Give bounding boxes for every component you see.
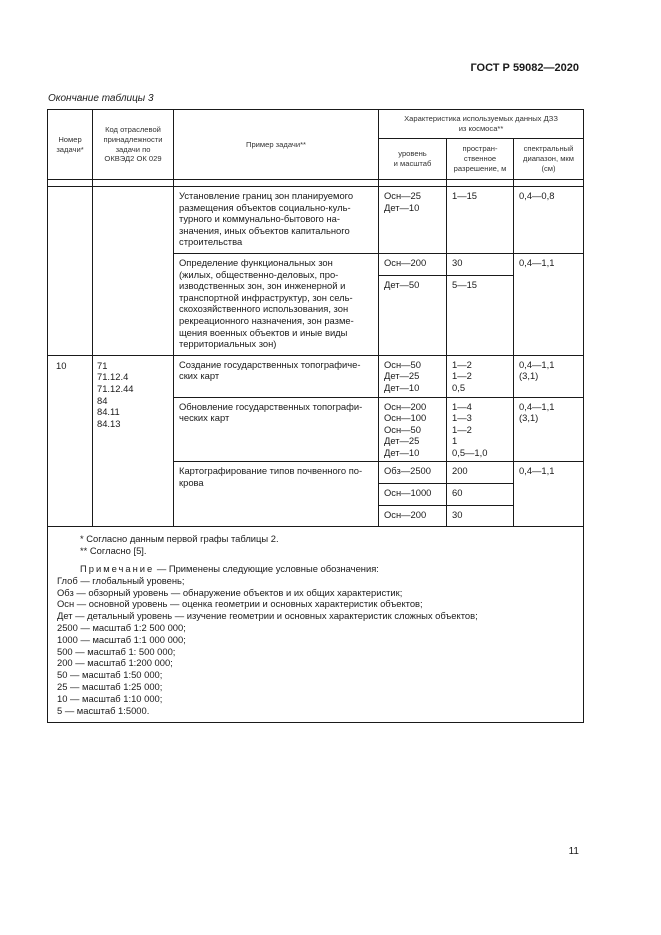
table-caption: Окончание таблицы 3 [48, 93, 154, 104]
legend-line: 1000 — масштаб 1:1 000 000; [57, 633, 186, 645]
cell-resolution: 60 [447, 484, 514, 506]
cell-code: 71 71.12.4 71.12.44 84 84.11 84.13 [93, 355, 174, 527]
cell-resolution: 30 [447, 506, 514, 527]
header-task: Пример задачи** [174, 110, 379, 180]
cell-level: Осн—50 Дет—25 Дет—10 [379, 355, 447, 397]
cell-spectral: 0,4—1,1 (3,1) [514, 397, 584, 462]
header-spectral: спектральный диапазон, мкм (см) [514, 139, 584, 180]
header-resolution: простран- ственное разрешение, м [447, 139, 514, 180]
legend-line: 200 — масштаб 1:200 000; [57, 657, 173, 669]
cell-resolution: 1—15 [447, 187, 514, 254]
legend-line: Осн — основной уровень — оценка геометрии и основных характеристик объектов; [57, 598, 423, 610]
cell-number: 10 [48, 355, 93, 527]
legend-line: Дет — детальный уровень — изучение геометрии и основных характеристик сложных объектов; [57, 610, 478, 622]
cell-resolution: 1—2 1—2 0,5 [447, 355, 514, 397]
cell-level: Дет—50 [379, 276, 447, 356]
header-row [48, 110, 584, 139]
cell-spectral: 0,4—1,1 [514, 253, 584, 355]
cell-level: Осн—200 [379, 506, 447, 527]
header-number: Номер задачи* [48, 110, 93, 180]
cell-level: Осн—200 Осн—100 Осн—50 Дет—25 Дет—10 [379, 397, 447, 462]
cell-level: Осн—1000 [379, 484, 447, 506]
page-number: 11 [568, 846, 579, 857]
cell-task: Определение функциональных зон (жилых, общественно-деловых, про- изводственных зон, зон инженерной и транспортной инфраструктур, зон сель- скохозяйственного использования, зон рекреационного назначения, зон разме- щения военных объектов и иные виды территориальных зон) [174, 253, 379, 355]
legend-line: Глоб — глобальный уровень; [57, 574, 185, 586]
cell-task: Создание государственных топографиче- ских карт [174, 355, 379, 397]
legend-line: Обз — обзорный уровень — обнаружение объектов и их общих характеристик; [57, 586, 403, 598]
cell-task: Картографирование типов почвенного по- крова [174, 462, 379, 527]
header-code: Код отраслевой принадлежности задачи по ОКВЭД2 ОК 029 [93, 110, 174, 180]
header-group: Характеристика используемых данных ДЗЗ из космоса** [379, 110, 584, 139]
cell-resolution: 5—15 [447, 276, 514, 356]
footnote: ** Согласно [5]. [80, 545, 147, 557]
cell-spectral: 0,4—0,8 [514, 187, 584, 254]
cell-level: Осн—25 Дет—10 [379, 187, 447, 254]
legend-line: 25 — масштаб 1:25 000; [57, 681, 163, 693]
legend-line: 10 — масштаб 1:10 000; [57, 692, 163, 704]
cell-resolution: 200 [447, 462, 514, 484]
cell-spectral: 0,4—1,1 [514, 462, 584, 527]
table-notes [48, 527, 584, 723]
legend-line: 500 — масштаб 1: 500 000; [57, 645, 176, 657]
header-level: уровень и масштаб [379, 139, 447, 180]
cell-code-empty [93, 187, 174, 356]
note-heading: Примечание — Применены следующие условные обозначения: [80, 563, 379, 575]
cell-spectral: 0,4—1,1 (3,1) [514, 355, 584, 397]
cell-level: Осн—200 [379, 253, 447, 275]
table-row [48, 355, 584, 397]
legend-line: 5 — масштаб 1:5000. [57, 704, 150, 716]
footnote: * Согласно данным первой графы таблицы 2. [80, 533, 279, 545]
cell-task: Обновление государственных топографи- ческих карт [174, 397, 379, 462]
cell-level: Обз—2500 [379, 462, 447, 484]
cell-number-empty [48, 187, 93, 356]
cell-resolution: 30 [447, 253, 514, 275]
legend-line: 50 — масштаб 1:50 000; [57, 669, 163, 681]
document-id: ГОСТ Р 59082—2020 [470, 62, 579, 74]
data-table [47, 109, 584, 723]
cell-resolution: 1—4 1—3 1—2 1 0,5—1,0 [447, 397, 514, 462]
notes-row [48, 527, 584, 723]
cell-task: Установление границ зон планируемого размещения объектов социально-куль- турного и коммунально-бытового на- значения, иных объектов капитального строительства [174, 187, 379, 254]
spacer-row [48, 180, 584, 187]
legend-line: 2500 — масштаб 1:2 500 000; [57, 622, 186, 634]
table-row [48, 187, 584, 254]
